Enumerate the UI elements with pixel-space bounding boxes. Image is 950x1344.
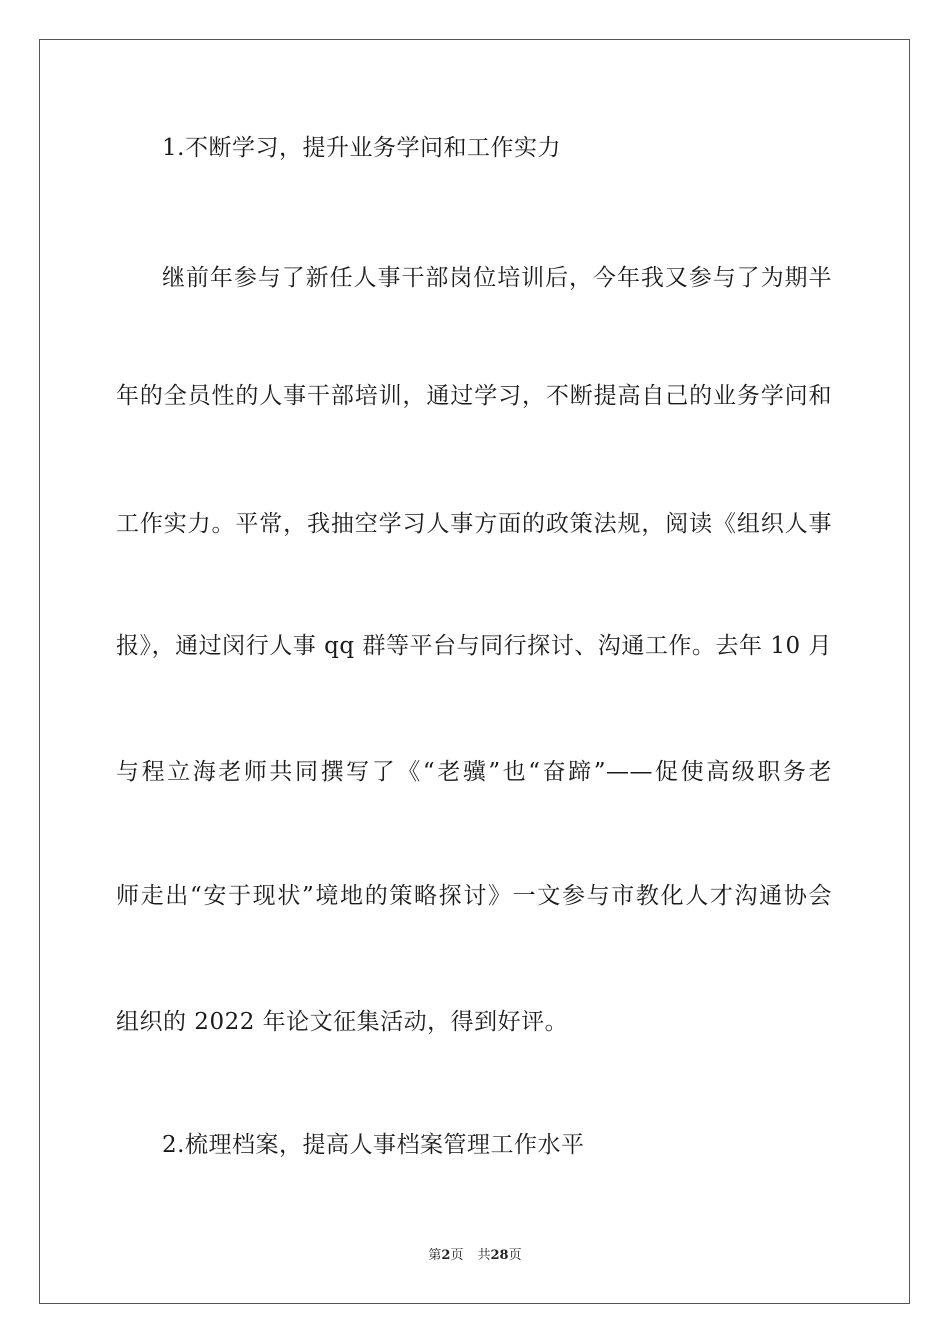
paragraph-line: 年的全员性的人事干部培训，通过学习，不断提高自己的业务学问和: [116, 383, 832, 409]
footer-page-prefix: 第: [428, 1248, 442, 1263]
paragraph-line: 报》，通过闵行人事 qq 群等平台与同行探讨、沟通工作。去年 10 月: [116, 633, 832, 659]
paragraph-line: 师走出“安于现状”境地的策略探讨》一文参与市教化人才沟通协会: [116, 883, 832, 909]
paragraph-line: 工作实力。平常，我抽空学习人事方面的政策法规，阅读《组织人事: [116, 511, 832, 537]
page-footer: [0, 1248, 950, 1264]
section-heading-2: 2.梳理档案，提高人事档案管理工作水平: [162, 1132, 585, 1158]
paragraph-line: 组织的 2022 年论文征集活动，得到好评。: [116, 1009, 569, 1035]
footer-total-number: 28: [490, 1248, 509, 1263]
footer-page-suffix: 页: [450, 1248, 464, 1263]
footer-page-number: 2: [441, 1248, 451, 1263]
footer-total-suffix: 页: [508, 1248, 522, 1263]
section-heading-1: 1.不断学习，提升业务学问和工作实力: [162, 135, 561, 161]
paragraph-line: 继前年参与了新任人事干部岗位培训后，今年我又参与了为期半: [162, 265, 832, 291]
paragraph-line: 与程立海老师共同撰写了《“老骥”也“奋蹄”——促使高级职务老: [116, 759, 832, 785]
page-border: [39, 39, 910, 1304]
footer-total-prefix: 共: [477, 1248, 491, 1263]
